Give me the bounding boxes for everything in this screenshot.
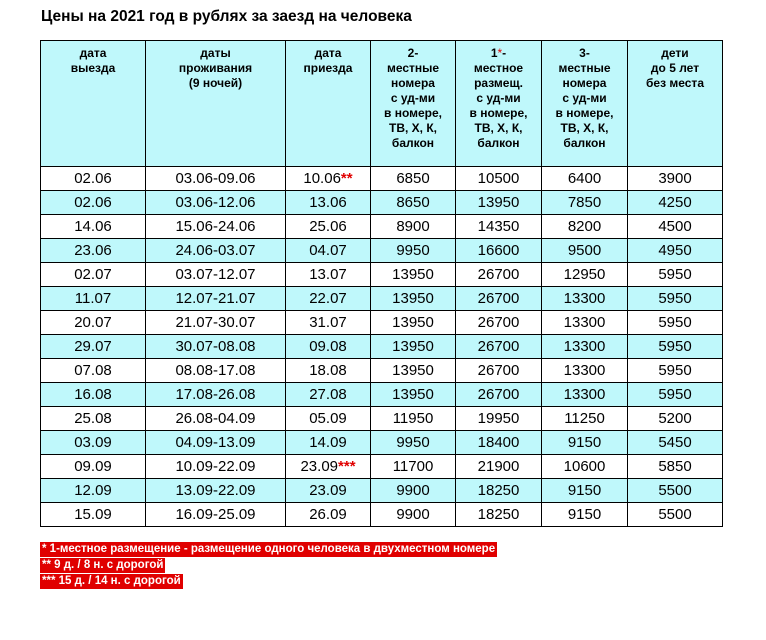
cell-stay-dates-value: 13.09-22.09 — [175, 482, 256, 499]
cell-double-price — [371, 335, 456, 359]
cell-child-price-value: 5500 — [658, 506, 692, 523]
cell-stay-dates-value: 12.07-21.07 — [175, 290, 256, 307]
cell-departure-date — [41, 239, 146, 263]
cell-double-price-value: 11700 — [392, 458, 434, 475]
cell-stay-dates — [146, 431, 286, 455]
cell-triple-price-value: 13300 — [563, 362, 606, 379]
table-row — [41, 167, 723, 191]
cell-stay-dates — [146, 407, 286, 431]
cell-departure-date — [41, 215, 146, 239]
cell-stay-dates — [146, 335, 286, 359]
footnotes — [40, 542, 497, 590]
cell-departure-date-value: 09.09 — [74, 458, 112, 475]
cell-double-price — [371, 215, 456, 239]
cell-triple-price — [542, 503, 628, 527]
cell-stay-dates-value: 17.08-26.08 — [175, 386, 256, 403]
cell-arrival-date — [286, 239, 371, 263]
cell-arrival-date-value: 13.06 — [309, 194, 347, 211]
cell-departure-date — [41, 359, 146, 383]
cell-single-price — [456, 407, 542, 431]
cell-double-price-value: 8900 — [396, 218, 430, 235]
cell-double-price — [371, 383, 456, 407]
cell-arrival-date — [286, 335, 371, 359]
cell-double-price — [371, 311, 456, 335]
cell-triple-price — [542, 335, 628, 359]
cell-triple-price — [542, 431, 628, 455]
cell-departure-date — [41, 503, 146, 527]
cell-arrival-date-value: 05.09 — [309, 410, 347, 427]
cell-triple-price-value: 13300 — [563, 338, 606, 355]
cell-triple-price — [542, 407, 628, 431]
cell-triple-price — [542, 383, 628, 407]
cell-child-price — [628, 215, 723, 239]
cell-single-price-value: 21900 — [477, 458, 520, 475]
cell-departure-date-value: 07.08 — [74, 362, 112, 379]
cell-arrival-date — [286, 215, 371, 239]
header-single-num: 1 — [490, 46, 498, 60]
cell-stay-dates — [146, 191, 286, 215]
cell-arrival-date-value: 04.07 — [309, 242, 347, 259]
table-row — [41, 359, 723, 383]
table-row — [41, 431, 723, 455]
cell-departure-date-value: 12.09 — [74, 482, 112, 499]
cell-double-price-value: 6850 — [396, 170, 430, 187]
table-row — [41, 407, 723, 431]
table-header-row — [41, 41, 723, 167]
cell-stay-dates-value: 10.09-22.09 — [175, 458, 256, 475]
table-row — [41, 215, 723, 239]
cell-departure-date-value: 02.07 — [74, 266, 112, 283]
cell-double-price-value: 9950 — [396, 434, 430, 451]
cell-child-price — [628, 263, 723, 287]
cell-arrival-date-value: 23.09 — [300, 458, 339, 475]
cell-double-price-value: 13950 — [392, 362, 434, 379]
cell-child-price-value: 5950 — [658, 338, 692, 355]
header-stay-dates: даты проживания (9 ночей) — [146, 41, 286, 167]
cell-arrival-date — [286, 263, 371, 287]
cell-arrival-date — [286, 479, 371, 503]
header-triple-room: 3- местные номера с уд-ми в номере, ТВ, Х, К, балкон — [542, 41, 628, 167]
arrival-footnote-mark: *** — [338, 458, 356, 475]
table-row — [41, 383, 723, 407]
cell-arrival-date — [286, 407, 371, 431]
cell-single-price — [456, 479, 542, 503]
arrival-footnote-mark: ** — [340, 170, 353, 187]
cell-double-price — [371, 407, 456, 431]
footnote-double-star: ** 9 д. / 8 н. с дорогой — [42, 559, 164, 571]
cell-single-price — [456, 287, 542, 311]
cell-departure-date-value: 29.07 — [74, 338, 112, 355]
cell-departure-date-value: 23.06 — [74, 242, 112, 259]
cell-double-price-value: 13950 — [392, 314, 434, 331]
cell-child-price-value: 5950 — [658, 314, 692, 331]
cell-arrival-date-value: 22.07 — [309, 290, 347, 307]
table-row — [41, 191, 723, 215]
cell-child-price-value: 5950 — [658, 266, 692, 283]
cell-stay-dates — [146, 239, 286, 263]
header-single-mark: * — [497, 46, 503, 60]
cell-departure-date — [41, 263, 146, 287]
cell-triple-price-value: 8200 — [567, 218, 602, 235]
cell-child-price-value: 5850 — [658, 458, 692, 475]
cell-single-price — [456, 455, 542, 479]
cell-single-price-value: 18250 — [477, 482, 520, 499]
cell-single-price-value: 18400 — [477, 434, 520, 451]
table-row — [41, 503, 723, 527]
cell-single-price — [456, 191, 542, 215]
cell-single-price-value: 14350 — [477, 218, 520, 235]
cell-triple-price-value: 12950 — [563, 266, 606, 283]
cell-single-price — [456, 431, 542, 455]
cell-child-price — [628, 503, 723, 527]
cell-arrival-date-value: 25.06 — [309, 218, 347, 235]
cell-triple-price — [542, 359, 628, 383]
cell-child-price — [628, 287, 723, 311]
cell-child-price-value: 5950 — [658, 362, 692, 379]
cell-double-price — [371, 479, 456, 503]
cell-departure-date — [41, 335, 146, 359]
cell-triple-price — [542, 191, 628, 215]
cell-double-price — [371, 287, 456, 311]
table-row — [41, 239, 723, 263]
cell-double-price — [371, 239, 456, 263]
cell-stay-dates-value: 24.06-03.07 — [175, 242, 256, 259]
cell-stay-dates — [146, 455, 286, 479]
cell-single-price — [456, 239, 542, 263]
cell-stay-dates-value: 26.08-04.09 — [175, 410, 256, 427]
cell-child-price — [628, 431, 723, 455]
cell-single-price-value: 26700 — [477, 362, 520, 379]
cell-child-price — [628, 455, 723, 479]
cell-arrival-date — [286, 359, 371, 383]
cell-double-price — [371, 431, 456, 455]
cell-departure-date-value: 14.06 — [74, 218, 112, 235]
cell-stay-dates — [146, 167, 286, 191]
header-double-room: 2- местные номера с уд-ми в номере, ТВ, Х, К, балкон — [371, 41, 456, 167]
cell-child-price — [628, 311, 723, 335]
cell-single-price — [456, 359, 542, 383]
cell-stay-dates-value: 16.09-25.09 — [175, 506, 256, 523]
cell-triple-price-value: 13300 — [563, 290, 606, 307]
cell-child-price-value: 5500 — [658, 482, 692, 499]
cell-single-price-value: 16600 — [477, 242, 520, 259]
table-row — [41, 335, 723, 359]
cell-child-price-value: 5950 — [658, 290, 692, 307]
cell-double-price — [371, 359, 456, 383]
cell-single-price-value: 19950 — [477, 410, 520, 427]
cell-arrival-date-value: 31.07 — [309, 314, 347, 331]
footnote-triple-star: *** 15 д. / 14 н. с дорогой — [42, 575, 181, 587]
price-table — [40, 40, 723, 527]
cell-departure-date-value: 02.06 — [74, 194, 112, 211]
cell-arrival-date — [286, 311, 371, 335]
cell-single-price-value: 26700 — [477, 386, 520, 403]
cell-single-price-value: 26700 — [477, 290, 520, 307]
cell-arrival-date — [286, 455, 371, 479]
cell-single-price-value: 10500 — [477, 170, 520, 187]
table-row — [41, 263, 723, 287]
cell-single-price-value: 26700 — [477, 338, 520, 355]
cell-arrival-date-value: 27.08 — [309, 386, 347, 403]
cell-triple-price-value: 13300 — [563, 386, 606, 403]
cell-arrival-date — [286, 431, 371, 455]
cell-double-price — [371, 167, 456, 191]
cell-single-price-value: 13950 — [477, 194, 520, 211]
cell-child-price-value: 3900 — [658, 170, 692, 187]
cell-triple-price — [542, 479, 628, 503]
cell-child-price-value: 5950 — [658, 386, 692, 403]
cell-double-price — [371, 263, 456, 287]
cell-double-price-value: 9900 — [396, 482, 430, 499]
cell-double-price — [371, 455, 456, 479]
cell-single-price-value: 18250 — [477, 506, 520, 523]
cell-arrival-date-value: 13.07 — [309, 266, 347, 283]
header-children: дети до 5 лет без места — [628, 41, 723, 167]
table-row — [41, 479, 723, 503]
cell-double-price-value: 13950 — [392, 386, 434, 403]
cell-stay-dates-value: 21.07-30.07 — [175, 314, 256, 331]
cell-stay-dates — [146, 215, 286, 239]
cell-departure-date — [41, 407, 146, 431]
cell-single-price — [456, 383, 542, 407]
cell-child-price-value: 4950 — [658, 242, 692, 259]
cell-single-price — [456, 263, 542, 287]
cell-child-price-value: 5450 — [658, 434, 692, 451]
cell-departure-date-value: 16.08 — [74, 386, 112, 403]
cell-child-price — [628, 359, 723, 383]
cell-double-price-value: 13950 — [392, 338, 434, 355]
cell-triple-price — [542, 167, 628, 191]
cell-child-price — [628, 239, 723, 263]
cell-single-price-value: 26700 — [477, 314, 520, 331]
cell-double-price-value: 8650 — [396, 194, 430, 211]
cell-departure-date-value: 11.07 — [74, 290, 112, 307]
cell-child-price-value: 5200 — [658, 410, 692, 427]
table-body — [41, 167, 723, 527]
cell-departure-date — [41, 191, 146, 215]
cell-departure-date — [41, 167, 146, 191]
cell-stay-dates-value: 03.06-12.06 — [175, 194, 256, 211]
cell-departure-date-value: 25.08 — [74, 410, 112, 427]
cell-stay-dates — [146, 287, 286, 311]
cell-stay-dates — [146, 359, 286, 383]
cell-triple-price-value: 9150 — [567, 434, 602, 451]
cell-triple-price — [542, 287, 628, 311]
cell-child-price — [628, 383, 723, 407]
cell-triple-price-value: 9500 — [567, 242, 602, 259]
cell-departure-date — [41, 431, 146, 455]
cell-child-price — [628, 191, 723, 215]
cell-triple-price-value: 6400 — [567, 170, 602, 187]
cell-triple-price-value: 11250 — [564, 410, 605, 427]
header-single-rest: - местное размещ. с уд-ми в номере, ТВ, Х, К, балкон — [469, 46, 528, 150]
cell-stay-dates-value: 30.07-08.08 — [175, 338, 256, 355]
cell-departure-date-value: 20.07 — [74, 314, 112, 331]
cell-triple-price — [542, 263, 628, 287]
cell-triple-price-value: 9150 — [567, 482, 602, 499]
cell-child-price-value: 4500 — [658, 218, 692, 235]
cell-arrival-date — [286, 191, 371, 215]
cell-stay-dates — [146, 263, 286, 287]
cell-single-price-value: 26700 — [477, 266, 520, 283]
cell-arrival-date — [286, 287, 371, 311]
cell-child-price — [628, 167, 723, 191]
cell-arrival-date — [286, 167, 371, 191]
cell-triple-price-value: 13300 — [563, 314, 606, 331]
cell-triple-price — [542, 215, 628, 239]
cell-departure-date-value: 15.09 — [74, 506, 112, 523]
cell-arrival-date-value: 18.08 — [309, 362, 347, 379]
cell-departure-date-value: 02.06 — [74, 170, 112, 187]
cell-departure-date — [41, 479, 146, 503]
cell-double-price — [371, 191, 456, 215]
cell-stay-dates — [146, 383, 286, 407]
cell-double-price-value: 13950 — [392, 290, 434, 307]
header-single-occupancy — [456, 41, 542, 167]
cell-departure-date — [41, 287, 146, 311]
cell-triple-price-value: 7850 — [567, 194, 602, 211]
header-departure-date: дата выезда — [41, 41, 146, 167]
cell-double-price-value: 11950 — [392, 410, 434, 427]
cell-triple-price — [542, 455, 628, 479]
cell-child-price — [628, 335, 723, 359]
cell-stay-dates-value: 03.07-12.07 — [175, 266, 256, 283]
cell-arrival-date-value: 26.09 — [309, 506, 347, 523]
cell-child-price-value: 4250 — [658, 194, 692, 211]
cell-single-price — [456, 335, 542, 359]
cell-arrival-date — [286, 503, 371, 527]
cell-stay-dates — [146, 311, 286, 335]
cell-stay-dates-value: 04.09-13.09 — [175, 434, 256, 451]
cell-stay-dates-value: 08.08-17.08 — [175, 362, 256, 379]
cell-double-price-value: 13950 — [392, 266, 434, 283]
cell-triple-price — [542, 239, 628, 263]
table-row — [41, 287, 723, 311]
cell-departure-date — [41, 383, 146, 407]
cell-single-price — [456, 215, 542, 239]
cell-arrival-date-value: 14.09 — [309, 434, 347, 451]
header-arrival-date: дата приезда — [286, 41, 371, 167]
cell-double-price — [371, 503, 456, 527]
cell-single-price — [456, 311, 542, 335]
cell-arrival-date-value: 09.08 — [309, 338, 347, 355]
cell-triple-price-value: 10600 — [563, 458, 606, 475]
cell-stay-dates-value: 15.06-24.06 — [175, 218, 256, 235]
cell-stay-dates — [146, 479, 286, 503]
cell-departure-date-value: 03.09 — [74, 434, 112, 451]
cell-departure-date — [41, 455, 146, 479]
table-row — [41, 455, 723, 479]
cell-double-price-value: 9950 — [396, 242, 430, 259]
cell-triple-price-value: 9150 — [567, 506, 602, 523]
cell-arrival-date-value: 23.09 — [309, 482, 347, 499]
cell-single-price — [456, 503, 542, 527]
cell-arrival-date-value: 10.06 — [303, 170, 341, 187]
cell-stay-dates — [146, 503, 286, 527]
cell-single-price — [456, 167, 542, 191]
cell-arrival-date — [286, 383, 371, 407]
table-row — [41, 311, 723, 335]
cell-child-price — [628, 479, 723, 503]
cell-child-price — [628, 407, 723, 431]
footnote-single-occupancy: * 1-местное размещение - размещение одного человека в двухместном номере — [42, 543, 496, 555]
cell-stay-dates-value: 03.06-09.06 — [175, 170, 256, 187]
cell-double-price-value: 9900 — [396, 506, 430, 523]
page-title: Цены на 2021 год в рублях за заезд на человека — [41, 8, 412, 25]
cell-triple-price — [542, 311, 628, 335]
cell-departure-date — [41, 311, 146, 335]
